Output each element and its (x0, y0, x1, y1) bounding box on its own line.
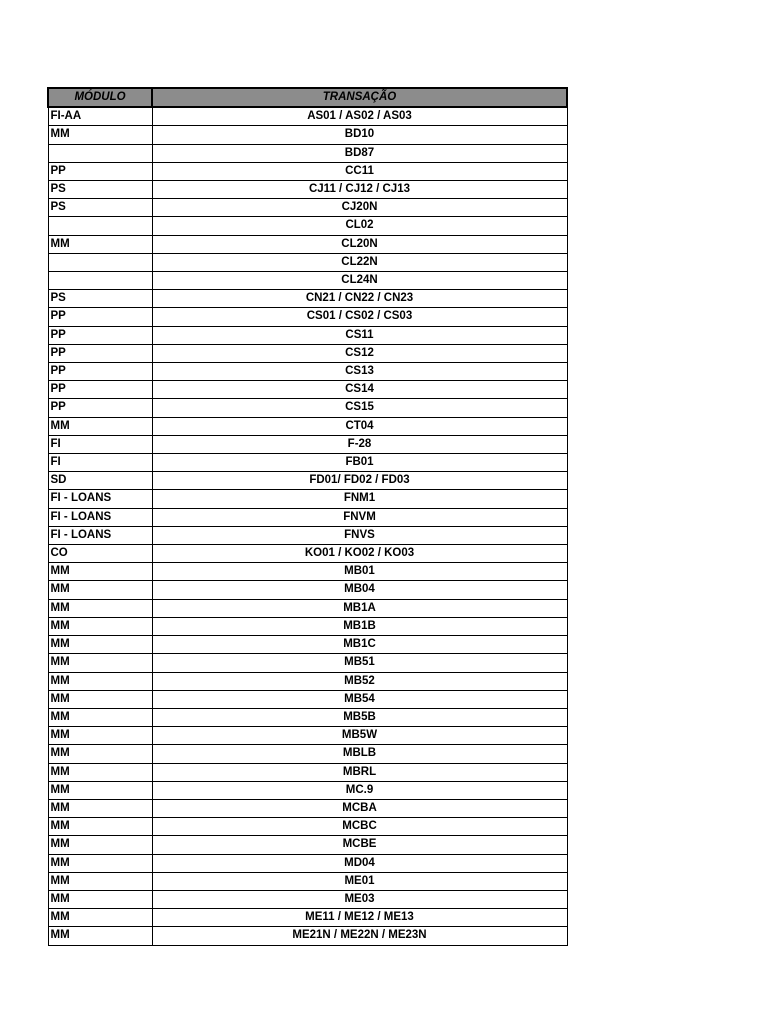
cell-modulo[interactable]: MM (48, 636, 152, 654)
table-row (48, 508, 567, 526)
cell-modulo[interactable]: CO (48, 545, 152, 563)
cell-transacao[interactable]: FNM1 (152, 490, 567, 508)
cell-modulo[interactable]: MM (48, 836, 152, 854)
cell-transacao[interactable]: FNVM (152, 508, 567, 526)
table-row (48, 799, 567, 817)
table-row (48, 399, 567, 417)
cell-transacao[interactable]: CJ20N (152, 199, 567, 217)
table-row (48, 654, 567, 672)
table-row (48, 344, 567, 362)
table-row (48, 272, 567, 290)
cell-transacao[interactable]: CS12 (152, 344, 567, 362)
cell-transacao[interactable]: MBLB (152, 745, 567, 763)
cell-modulo[interactable]: MM (48, 126, 152, 144)
table-row (48, 490, 567, 508)
cell-transacao[interactable]: KO01 / KO02 / KO03 (152, 545, 567, 563)
cell-modulo[interactable]: MM (48, 690, 152, 708)
cell-transacao[interactable]: MB1B (152, 617, 567, 635)
cell-modulo[interactable]: SD (48, 472, 152, 490)
table-row (48, 381, 567, 399)
table-row (48, 617, 567, 635)
cell-transacao[interactable]: CN21 / CN22 / CN23 (152, 290, 567, 308)
cell-modulo[interactable]: MM (48, 727, 152, 745)
cell-transacao[interactable]: CS11 (152, 326, 567, 344)
cell-modulo[interactable] (48, 253, 152, 271)
cell-modulo[interactable]: MM (48, 617, 152, 635)
table-row (48, 454, 567, 472)
cell-transacao[interactable]: MB1A (152, 599, 567, 617)
cell-transacao[interactable]: MB52 (152, 672, 567, 690)
table-row (48, 909, 567, 927)
cell-transacao[interactable]: CS15 (152, 399, 567, 417)
table-row (48, 763, 567, 781)
table-body (48, 107, 567, 945)
table-row (48, 435, 567, 453)
table-row (48, 727, 567, 745)
table-row (48, 927, 567, 945)
table-row (48, 636, 567, 654)
cell-transacao[interactable]: MCBC (152, 818, 567, 836)
cell-modulo[interactable]: FI (48, 454, 152, 472)
table-row (48, 708, 567, 726)
table-row (48, 745, 567, 763)
table-row (48, 253, 567, 271)
cell-modulo[interactable]: FI-AA (48, 107, 152, 126)
cell-modulo[interactable]: MM (48, 799, 152, 817)
cell-transacao[interactable]: MB5W (152, 727, 567, 745)
cell-modulo[interactable]: MM (48, 235, 152, 253)
cell-transacao[interactable]: MCBA (152, 799, 567, 817)
cell-transacao[interactable]: CS01 / CS02 / CS03 (152, 308, 567, 326)
cell-transacao[interactable]: CC11 (152, 162, 567, 180)
cell-modulo[interactable] (48, 272, 152, 290)
cell-modulo[interactable]: MM (48, 745, 152, 763)
cell-transacao[interactable]: MC.9 (152, 781, 567, 799)
cell-transacao[interactable]: CL20N (152, 235, 567, 253)
cell-modulo[interactable]: MM (48, 599, 152, 617)
cell-modulo[interactable]: MM (48, 818, 152, 836)
cell-transacao[interactable]: AS01 / AS02 / AS03 (152, 107, 567, 126)
table-row (48, 854, 567, 872)
cell-modulo[interactable]: FI - LOANS (48, 508, 152, 526)
cell-modulo[interactable]: MM (48, 763, 152, 781)
table-row (48, 181, 567, 199)
cell-transacao[interactable]: F-28 (152, 435, 567, 453)
cell-modulo[interactable]: FI - LOANS (48, 490, 152, 508)
table-row (48, 326, 567, 344)
cell-modulo[interactable]: MM (48, 890, 152, 908)
table-row (48, 836, 567, 854)
table-row (48, 308, 567, 326)
table-row (48, 144, 567, 162)
cell-transacao[interactable]: MB54 (152, 690, 567, 708)
transaction-table (47, 87, 568, 946)
table-row (48, 107, 567, 126)
cell-modulo[interactable]: MM (48, 581, 152, 599)
cell-modulo[interactable]: PP (48, 326, 152, 344)
table-row (48, 526, 567, 544)
cell-transacao[interactable]: ME11 / ME12 / ME13 (152, 909, 567, 927)
cell-modulo[interactable]: MM (48, 417, 152, 435)
cell-modulo[interactable]: PP (48, 363, 152, 381)
cell-transacao[interactable]: MB01 (152, 563, 567, 581)
cell-transacao[interactable]: BD87 (152, 144, 567, 162)
table-row (48, 581, 567, 599)
header-row (48, 88, 567, 107)
cell-transacao[interactable]: ME03 (152, 890, 567, 908)
cell-modulo[interactable]: PP (48, 308, 152, 326)
cell-modulo[interactable]: PP (48, 344, 152, 362)
cell-transacao[interactable]: CL02 (152, 217, 567, 235)
table-row (48, 818, 567, 836)
cell-modulo[interactable]: PP (48, 162, 152, 180)
cell-modulo[interactable]: PP (48, 399, 152, 417)
cell-transacao[interactable]: CS13 (152, 363, 567, 381)
cell-modulo[interactable]: MM (48, 708, 152, 726)
cell-modulo[interactable]: MM (48, 872, 152, 890)
table-row (48, 872, 567, 890)
cell-modulo[interactable]: MM (48, 563, 152, 581)
table-row (48, 217, 567, 235)
table-row (48, 472, 567, 490)
cell-modulo[interactable]: FI (48, 435, 152, 453)
cell-modulo[interactable]: MM (48, 654, 152, 672)
column-header-transacao[interactable]: TRANSAÇÃO (152, 88, 567, 107)
cell-modulo[interactable] (48, 217, 152, 235)
cell-transacao[interactable]: MBRL (152, 763, 567, 781)
table-row (48, 126, 567, 144)
cell-transacao[interactable]: MB1C (152, 636, 567, 654)
cell-transacao[interactable]: MB04 (152, 581, 567, 599)
cell-transacao[interactable]: MB5B (152, 708, 567, 726)
cell-modulo[interactable]: PP (48, 381, 152, 399)
table-row (48, 690, 567, 708)
cell-transacao[interactable]: MD04 (152, 854, 567, 872)
table-row (48, 235, 567, 253)
cell-modulo[interactable]: PS (48, 290, 152, 308)
cell-transacao[interactable]: ME01 (152, 872, 567, 890)
table-row (48, 545, 567, 563)
cell-transacao[interactable]: FNVS (152, 526, 567, 544)
column-header-modulo[interactable]: MÓDULO (48, 88, 152, 107)
table-row (48, 599, 567, 617)
cell-transacao[interactable]: CL22N (152, 253, 567, 271)
cell-transacao[interactable]: CJ11 / CJ12 / CJ13 (152, 181, 567, 199)
cell-modulo[interactable]: MM (48, 927, 152, 945)
cell-transacao[interactable]: CL24N (152, 272, 567, 290)
cell-transacao[interactable]: BD10 (152, 126, 567, 144)
table-row (48, 363, 567, 381)
table-row (48, 672, 567, 690)
cell-transacao[interactable]: FB01 (152, 454, 567, 472)
cell-transacao[interactable]: MB51 (152, 654, 567, 672)
cell-modulo[interactable]: MM (48, 854, 152, 872)
table-row (48, 890, 567, 908)
table-row (48, 162, 567, 180)
cell-transacao[interactable]: CS14 (152, 381, 567, 399)
cell-modulo[interactable] (48, 144, 152, 162)
cell-transacao[interactable]: FD01/ FD02 / FD03 (152, 472, 567, 490)
cell-modulo[interactable]: PS (48, 199, 152, 217)
table-row (48, 290, 567, 308)
table-row (48, 563, 567, 581)
cell-modulo[interactable]: MM (48, 672, 152, 690)
cell-modulo[interactable]: MM (48, 781, 152, 799)
cell-modulo[interactable]: MM (48, 909, 152, 927)
cell-transacao[interactable]: MCBE (152, 836, 567, 854)
cell-modulo[interactable]: FI - LOANS (48, 526, 152, 544)
table-row (48, 199, 567, 217)
table-row (48, 417, 567, 435)
spreadsheet (47, 87, 566, 946)
cell-transacao[interactable]: CT04 (152, 417, 567, 435)
cell-transacao[interactable]: ME21N / ME22N / ME23N (152, 927, 567, 945)
table-row (48, 781, 567, 799)
cell-modulo[interactable]: PS (48, 181, 152, 199)
